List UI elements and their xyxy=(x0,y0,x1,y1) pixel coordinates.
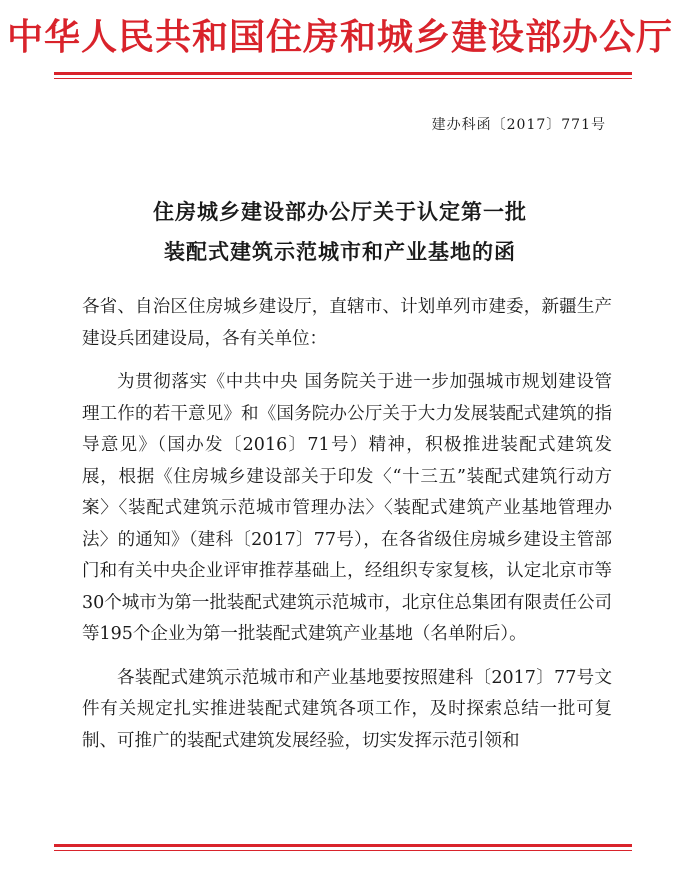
body-paragraph-1: 为贯彻落实《中共中央 国务院关于进一步加强城市规划建设管理工作的若干意见》和《国务院办公厅关于大力发展装配式建筑的指导意见》（国办发〔2016〕71号）精神，积极推进装配式建筑发展，根据《住房城乡建设部关于印发〈“十三五”装配式建筑行动方案〉〈装配式建筑示范城市管理办法〉〈装配式建筑产业基地管理办法〉的通知》（建科〔2017〕77号），在各省级住房城乡建设主管部门和有关中央企业评审推荐基础上，经组织专家复核，认定北京市等30个城市为第一批装配式建筑示范城市，北京住总集团有限责任公司等195个企业为第一批装配式建筑产业基地（名单附后）。 xyxy=(82,372,612,644)
issuing-office-header: 中华人民共和国住房和城乡建设部办公厅 xyxy=(6,17,673,58)
header-divider-thin xyxy=(54,78,632,79)
document-number: 建办科函〔2017〕771号 xyxy=(431,117,606,133)
body-paragraph-2: 各装配式建筑示范城市和产业基地要按照建科〔2017〕77号文件有关规定扎实推进装配式建筑各项工作，及时探索总结一批可复制、可推广的装配式建筑发展经验，切实发挥示范引领和 xyxy=(82,667,612,751)
footer-divider-thin xyxy=(54,850,632,851)
document-title-line2: 装配式建筑示范城市和产业基地的函 xyxy=(164,240,516,264)
salutation: 各省、自治区住房城乡建设厅，直辖市、计划单列市建委，新疆生产建设兵团建设局，各有关单位： xyxy=(82,297,612,349)
document-body xyxy=(82,292,612,757)
document-title-line1: 住房城乡建设部办公厅关于认定第一批 xyxy=(153,200,527,224)
footer-divider-thick xyxy=(54,844,632,847)
header-divider-thick xyxy=(54,72,632,75)
